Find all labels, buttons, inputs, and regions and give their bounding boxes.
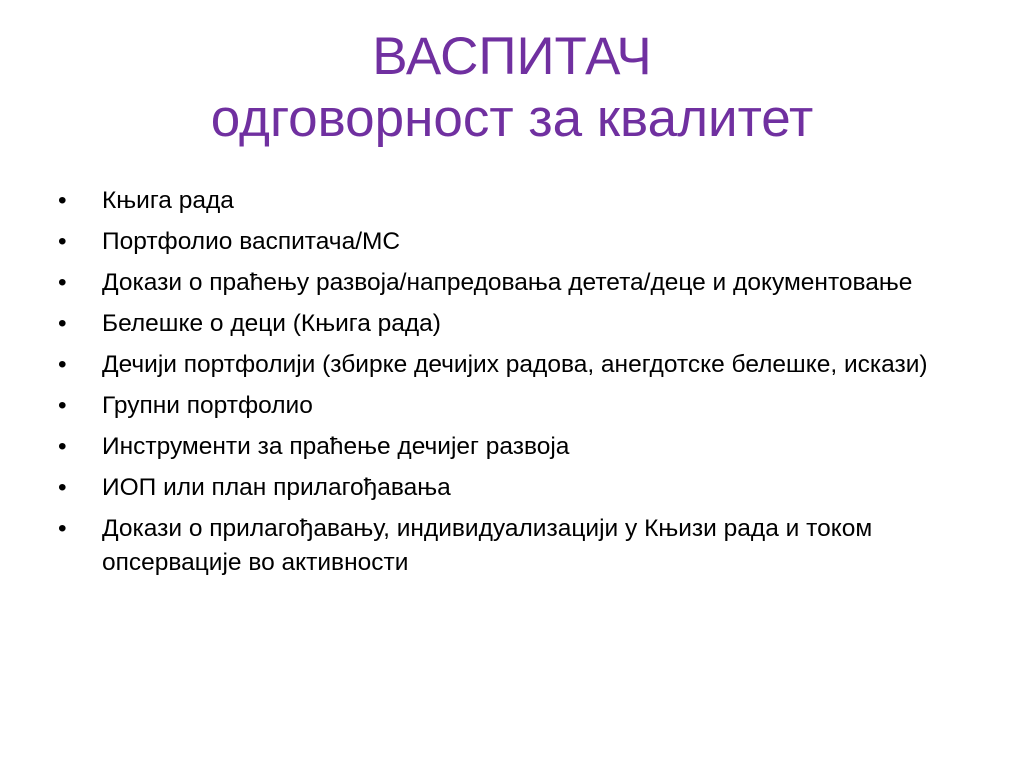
bullet-icon: • [58, 351, 67, 378]
list-item [56, 184, 986, 218]
bullet-icon: • [58, 187, 67, 214]
list-item [56, 389, 986, 423]
bullet-list [56, 184, 986, 587]
bullet-icon: • [58, 515, 67, 542]
list-item [56, 266, 986, 300]
bullet-icon: • [58, 269, 67, 296]
bullet-icon: • [58, 310, 67, 337]
list-item-text: Портфолио васпитача/МС [102, 228, 401, 255]
list-item-text: Књига рада [102, 187, 234, 214]
list-item-text: Инструменти за праћење дечијег развоја [102, 433, 570, 460]
list-item [56, 307, 986, 341]
list-item [56, 471, 986, 505]
bullet-icon: • [58, 433, 67, 460]
list-item-text: Докази о прилагођавању, индивидуализацији у Књизи рада и током опсервације во активности [102, 515, 873, 576]
list-item [56, 430, 986, 464]
list-item-text: ИОП или план прилагођавања [102, 474, 451, 501]
bullet-icon: • [58, 228, 67, 255]
title-line-2: одговорност за квалитет [210, 89, 814, 148]
slide-title [0, 26, 1024, 150]
list-item [56, 348, 986, 382]
list-item-text: Докази о праћењу развоја/напредовања детета/деце и документовање [102, 269, 913, 296]
bullet-icon: • [58, 474, 67, 501]
list-item [56, 512, 986, 580]
list-item [56, 225, 986, 259]
list-item-text: Дечији портфолији (збирке дечијих радова, анегдотске белешке, искази) [102, 351, 928, 378]
list-item-text: Групни портфолио [102, 392, 313, 419]
bullet-icon: • [58, 392, 67, 419]
list-item-text: Белешке о деци (Књига рада) [102, 310, 441, 337]
title-line-1: ВАСПИТАЧ [372, 27, 652, 86]
